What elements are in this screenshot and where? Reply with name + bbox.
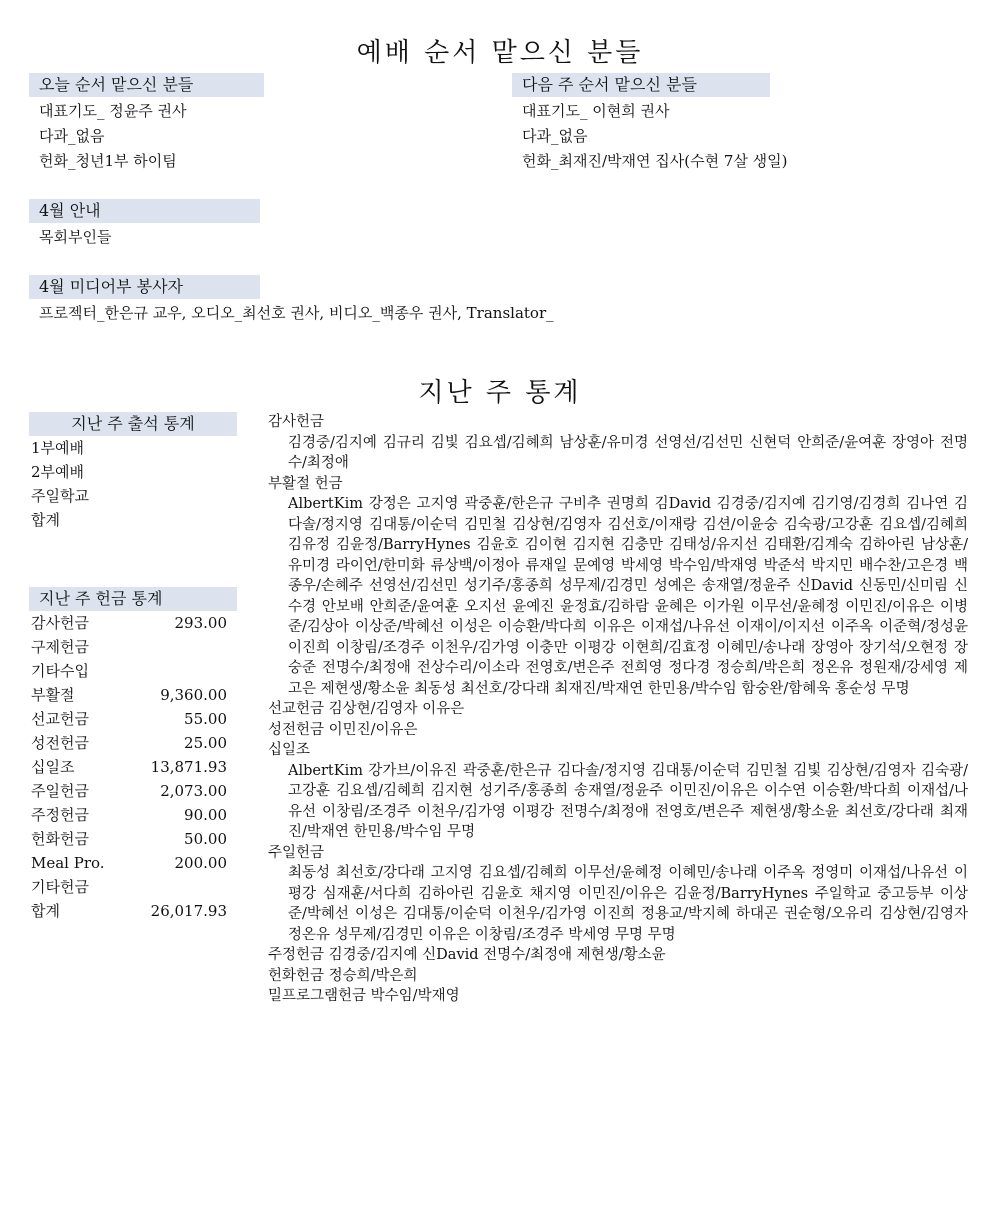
attendance-header: 지난 주 출석 통계	[29, 412, 237, 436]
offering-label: 합계	[31, 902, 60, 920]
offering-label: 구제헌금	[31, 638, 89, 656]
donor-group	[268, 966, 968, 987]
offering-label: 십일조	[31, 758, 75, 776]
offering-header: 지난 주 헌금 통계	[29, 587, 237, 611]
donor-group-title: 밀프로그램헌금 박수임/박재영	[268, 988, 460, 1004]
page-title: 예배 순서 맡으신 분들	[356, 38, 644, 68]
offering-row	[31, 635, 227, 659]
donor-group-names: AlbertKim 강가브/이유진 곽중훈/한은규 김다솔/정지영 김대통/이순덕 김민철 김빛 김상현/김영자 김숙광/고강훈 김요셉/김혜희 김지현 성기주/홍종희 송재열/정윤주 이민진/이유은 이수연 이승환/박다희 이재섭/나유선 이창림/조경주 이천우/김가영 이평강 전명수/최정애 전영호/변은주 제현생/황소윤 최선호/강다래 최재진/박재연 한민용/박수임 무명	[288, 762, 968, 840]
today-line: 다과_없음	[39, 127, 105, 145]
offering-value: 200.00	[174, 854, 227, 872]
offering-label: 감사헌금	[31, 614, 89, 632]
stats-title: 지난 주 통계	[418, 378, 582, 408]
offering-row	[31, 611, 227, 635]
attendance-row: 합계	[31, 511, 60, 529]
offering-value: 50.00	[184, 830, 227, 848]
donor-group	[268, 945, 968, 966]
april-guide-section	[29, 199, 260, 247]
offering-value: 293.00	[174, 614, 227, 632]
donor-group-title: 주정헌금 김경중/김지예 신David 전명수/최정애 제현생/황소윤	[268, 947, 666, 963]
donor-group	[268, 699, 968, 720]
today-section	[29, 73, 264, 171]
offering-row	[31, 683, 227, 707]
offering-row	[31, 827, 227, 851]
offering-label: 헌화헌금	[31, 830, 89, 848]
offering-label: 성전헌금	[31, 734, 89, 752]
offering-value: 2,073.00	[160, 782, 227, 800]
donor-group	[268, 474, 968, 700]
attendance-section	[29, 412, 237, 532]
donor-group	[268, 986, 968, 1007]
today-line: 대표기도_ 정윤주 권사	[39, 102, 187, 120]
next-line: 헌화_최재진/박재연 집사(수현 7살 생일)	[522, 152, 788, 170]
attendance-row: 1부예배	[31, 439, 85, 457]
offering-row	[31, 899, 227, 923]
donor-group-names: 최동성 최선호/강다래 고지영 김요셉/김혜희 이무선/윤혜정 이혜민/송나래 이주옥 정영미 이재섭/나유선 이평강 심재훈/서다희 김하아린 김윤호 채지영 이민진/이유은 김윤정/BarryHynes 주일학교 중고등부 이상준/박혜선 이성은 김대통/이순덕 이천우/김가영 이진희 정용교/박지혜 하대곤 권순형/오유리 김상현/김영자 정온유 성무제/김경민 이유은 이창림/조경주 박세영 무명 무명	[288, 865, 968, 943]
donor-group	[268, 720, 968, 741]
offering-label: 선교헌금	[31, 710, 89, 728]
offering-row	[31, 731, 227, 755]
donor-group-title: 성전헌금 이민진/이유은	[268, 721, 418, 738]
april-media-header: 4월 미디어부 봉사자	[29, 275, 260, 299]
april-guide-header: 4월 안내	[29, 199, 260, 223]
april-media-section	[29, 275, 554, 323]
offering-row	[31, 659, 227, 683]
offering-value: 26,017.93	[150, 902, 227, 920]
offering-value: 13,871.93	[150, 758, 227, 776]
offering-value: 90.00	[184, 806, 227, 824]
donor-group-names: AlbertKim 강정은 고지영 곽중훈/한은규 구비추 권명희 김David 김경중/김지예 김기영/김경희 김나연 김다솔/정지영 김대통/이순덕 김민철 김상현/김영자 김선호/이재랑 김션/이윤숭 김숙광/고강훈 김요셉/김혜희 김유정 김윤정/BarryHynes 김윤호 김이현 김지현 김충만 김태성/유지선 김태환/김계숙 김하아린 남상훈/유미경 라이언/한미화 류상백/이정아 류재일 문예영 박세영 박수임/박재영 박준석 박지민 배수찬/고은경 백종우/손혜주 선영선/김선민 성기주/홍종희 성무제/김경민 성예은 송재열/정윤주 신David 신동민/신미림 신수경 안보배 안희준/윤여훈 오지선 윤예진 윤정효/김하람 윤혜은 이가원 이무선/윤혜정 이민진/이유은 이병준/김상아 이상준/박혜선 이성은 이승환/박다희 이유은 이재섭/나유선 이재이/이지선 이주옥 이준혁/정성윤 이진희 이창림/조경주 이천우/김가영 이충만 이평강 이현희/김효정 이혜민/송나래 장영아 장기석/오현정 장숭준 전명수/최정애 전상수리/이소라 전영호/변은주 전희영 정다경 정승희/박은희 정온유 정원재/강세영 제고은 제현생/황소윤 최동성 최선호/강다래 최재진/박재연 한민용/박수임 함숭완/함혜욱 홍순성 무명	[288, 496, 968, 697]
donor-group-title: 선교헌금 김상현/김영자 이유은	[268, 701, 465, 717]
offering-label: 주일헌금	[31, 782, 89, 800]
offering-label: 주정헌금	[31, 806, 89, 824]
next-line: 다과_없음	[522, 127, 588, 145]
offering-label: 부활절	[31, 686, 75, 704]
next-section	[512, 73, 788, 171]
attendance-row: 주일학교	[31, 487, 89, 505]
offering-row	[31, 803, 227, 827]
offering-value: 9,360.00	[160, 686, 227, 704]
today-line: 헌화_청년1부 하이팀	[39, 152, 177, 170]
april-media-text: 프로젝터_한은규 교우, 오디오_최선호 권사, 비디오_백종우 권사, Translator_	[39, 304, 554, 322]
offering-section	[29, 587, 237, 923]
donor-group-title: 헌화헌금 정승희/박은희	[268, 967, 418, 984]
april-guide-text: 목회부인들	[39, 228, 112, 246]
offering-value: 55.00	[184, 710, 227, 728]
offering-label: Meal Pro.	[31, 854, 105, 872]
donor-group-title: 부활절 헌금	[268, 475, 343, 492]
offering-row	[31, 755, 227, 779]
offering-row	[31, 851, 227, 875]
today-header: 오늘 순서 맡으신 분들	[29, 73, 264, 97]
donor-group-title: 십일조	[268, 742, 311, 758]
donor-group-title: 감사헌금	[268, 414, 325, 430]
offering-label: 기타헌금	[31, 878, 89, 896]
attendance-row: 2부예배	[31, 463, 85, 481]
offering-value: 25.00	[184, 734, 227, 752]
offering-row	[31, 707, 227, 731]
donor-group	[268, 740, 968, 843]
donor-group	[268, 843, 968, 946]
donor-lists	[268, 412, 968, 1007]
donor-group-title: 주일헌금	[268, 844, 325, 861]
next-header: 다음 주 순서 맡으신 분들	[512, 73, 770, 97]
offering-row	[31, 779, 227, 803]
offering-label: 기타수입	[31, 662, 89, 680]
offering-row	[31, 875, 227, 899]
donor-group	[268, 412, 968, 474]
next-line: 대표기도_ 이현희 권사	[522, 102, 670, 120]
donor-group-names: 김경중/김지예 김규리 김빛 김요셉/김혜희 남상훈/유미경 선영선/김선민 신현덕 안희준/윤여훈 장영아 전명수/최정애	[288, 434, 968, 471]
